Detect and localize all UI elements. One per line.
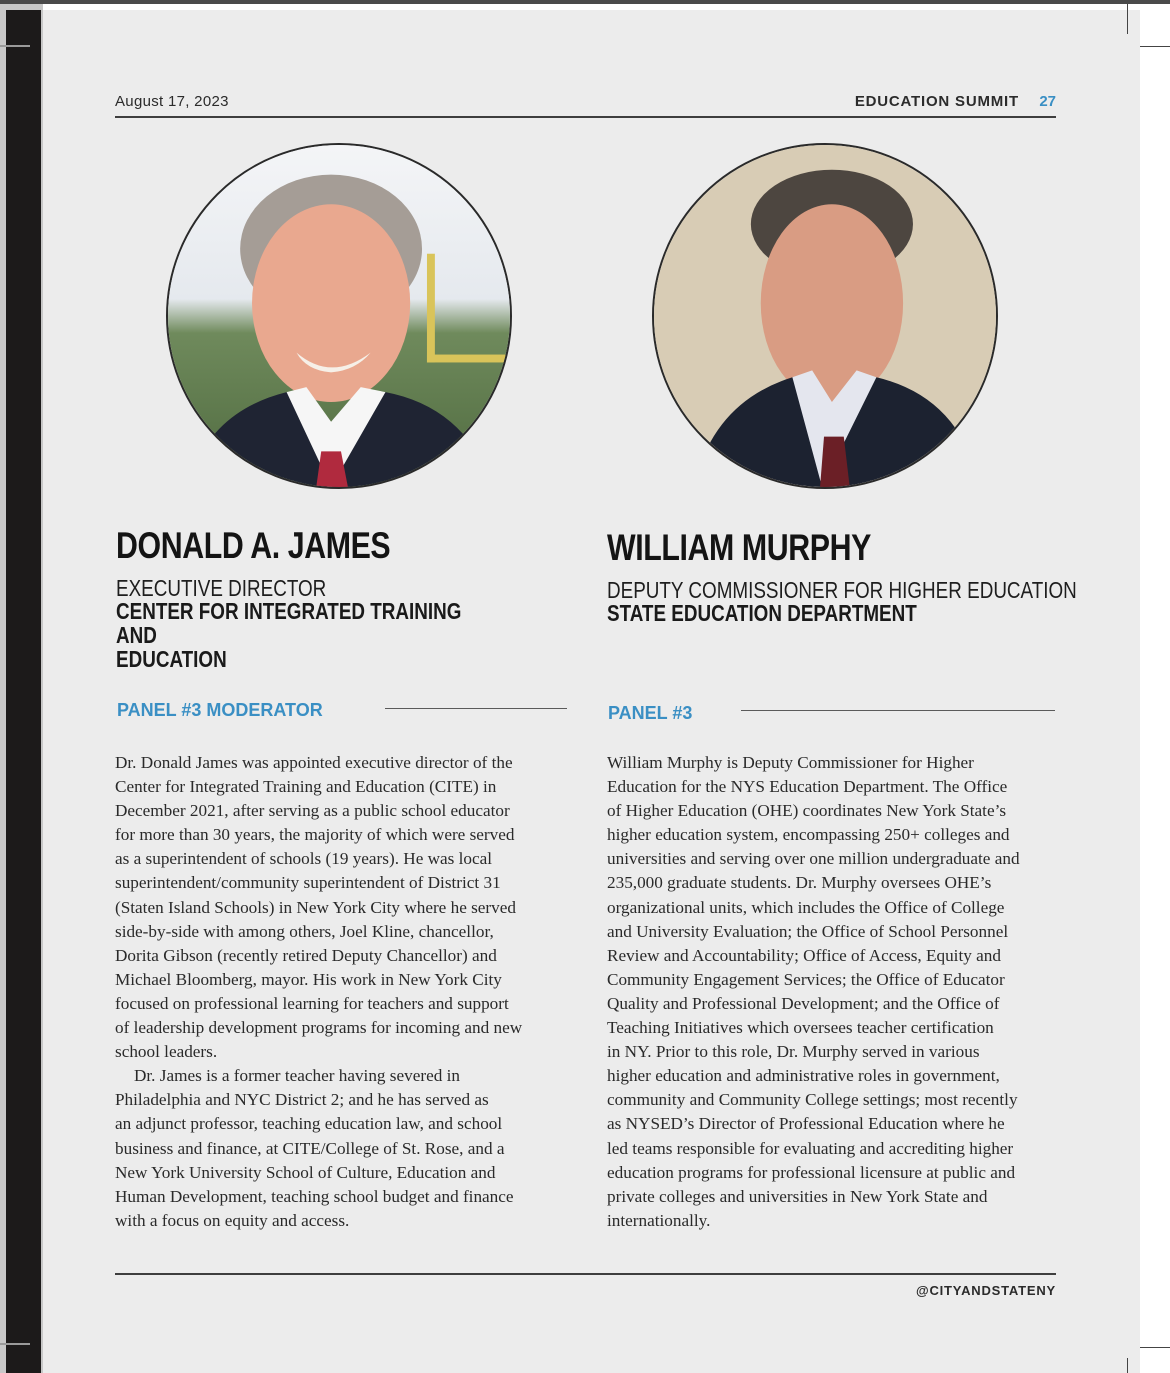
bio-line: as NYSED’s Director of Professional Education where he — [607, 1114, 1005, 1134]
crop-mark — [1140, 46, 1170, 47]
window-top-edge — [0, 0, 1170, 4]
bio-line: Dr. James is a former teacher having severed in — [134, 1066, 460, 1086]
bio-line: an adjunct professor, teaching education law, and school — [115, 1114, 503, 1134]
bio-line: organizational units, which includes the Office of College — [607, 897, 1005, 917]
speaker-bio — [607, 751, 1020, 1233]
bio-line: William Murphy is Deputy Commissioner for Higher — [607, 753, 974, 772]
bio-line: superintendent/community superintendent of District 31 — [115, 873, 501, 893]
bio-line: Dorita Gibson (recently retired Deputy Chancellor) and — [115, 945, 497, 965]
speaker-role: EXECUTIVE DIRECTOR — [116, 575, 327, 601]
portrait-william-murphy — [652, 143, 998, 489]
bio-line: side-by-side with among others, Joel Kline, chancellor, — [115, 921, 494, 941]
bio-line: focused on professional learning for teachers and support — [115, 993, 509, 1013]
speaker-role: DEPUTY COMMISSIONER FOR HIGHER EDUCATION — [607, 577, 1077, 603]
issue-date: August 17, 2023 — [115, 93, 229, 110]
bio-line: Community Engagement Services; the Office of Educator — [607, 969, 1005, 989]
crop-mark — [1127, 4, 1128, 34]
speaker-name: WILLIAM MURPHY — [607, 527, 871, 568]
header-divider — [115, 116, 1056, 118]
bio-line: higher education and administrative roles in government, — [607, 1066, 1000, 1086]
speaker-organization — [607, 601, 992, 625]
portrait-donald-james — [166, 143, 512, 489]
bio-line: higher education system, encompassing 250+ colleges and — [607, 825, 1010, 845]
bio-line: Center for Integrated Training and Education (CITE) in — [115, 777, 497, 797]
panel-divider — [741, 710, 1055, 711]
portrait-photo-icon — [168, 145, 510, 487]
spine-shadow — [6, 10, 41, 1373]
crop-mark — [0, 45, 30, 47]
bio-paragraph — [115, 751, 522, 1064]
social-handle: @CITYANDSTATENY — [915, 1283, 1056, 1298]
bio-line: Education for the NYS Education Department. The Office — [607, 777, 1008, 797]
organization-line: EDUCATION — [116, 646, 227, 672]
bio-line: private colleges and universities in New York State and — [607, 1186, 988, 1206]
bio-paragraph — [115, 1064, 522, 1233]
bio-line: in NY. Prior to this role, Dr. Murphy served in various — [607, 1042, 980, 1062]
crop-mark — [1127, 1358, 1128, 1373]
publication-title: EDUCATION SUMMIT — [854, 93, 1019, 110]
bio-paragraph — [607, 751, 1020, 1233]
page-number: 27 — [1039, 93, 1056, 110]
bio-line: school leaders. — [115, 1042, 218, 1062]
bio-line: Human Development, teaching school budget and finance — [115, 1186, 514, 1206]
bio-line: New York University School of Culture, Education and — [115, 1162, 496, 1182]
bio-line: Dr. Donald James was appointed executive director of the — [115, 753, 513, 772]
bio-line: Michael Bloomberg, mayor. His work in New York City — [115, 969, 502, 989]
bio-line: education programs for professional licensure at public and — [607, 1162, 1016, 1182]
bio-line: of leadership development programs for incoming and new — [115, 1018, 523, 1038]
bio-line: with a focus on equity and access. — [115, 1210, 350, 1230]
bio-line: as a superintendent of schools (19 years). He was local — [115, 849, 493, 869]
bio-line: (Staten Island Schools) in New York City where he served — [115, 897, 516, 917]
bio-line: 235,000 graduate students. Dr. Murphy oversees OHE’s — [607, 873, 992, 893]
bio-line: business and finance, at CITE/College of St. Rose, and a — [115, 1138, 505, 1158]
panel-divider — [385, 708, 567, 709]
bio-line: December 2021, after serving as a public school educator — [115, 801, 510, 821]
bio-line: internationally. — [607, 1210, 711, 1230]
footer-divider — [115, 1273, 1056, 1275]
bio-line: universities and serving over one million undergraduate and — [607, 849, 1020, 869]
bio-line: led teams responsible for evaluating and accrediting higher — [607, 1138, 1014, 1158]
crop-mark — [0, 1343, 30, 1345]
organization-line: STATE EDUCATION DEPARTMENT — [607, 600, 917, 626]
magazine-spine — [0, 4, 43, 1373]
bio-line: Teaching Initiatives which oversees teacher certification — [607, 1018, 994, 1038]
bio-line: and University Evaluation; the Office of School Personnel — [607, 921, 1009, 941]
bio-line: Philadelphia and NYC District 2; and he has served as — [115, 1090, 489, 1110]
speaker-organization — [116, 599, 501, 671]
bio-line: Review and Accountability; Office of Access, Equity and — [607, 945, 1001, 965]
bio-line: Quality and Professional Development; and the Office of — [607, 993, 1000, 1013]
organization-line: CENTER FOR INTEGRATED TRAINING AND — [116, 598, 462, 648]
panel-label: PANEL #3 — [608, 703, 693, 723]
bio-line: community and Community College settings; most recently — [607, 1090, 1018, 1110]
panel-label: PANEL #3 MODERATOR — [117, 700, 323, 720]
portrait-photo-icon — [654, 145, 996, 487]
crop-mark — [1140, 1347, 1170, 1348]
speaker-bio — [115, 751, 522, 1233]
page-outer-margin — [1140, 4, 1170, 1373]
bio-line: for more than 30 years, the majority of which were served — [115, 825, 515, 845]
bio-line: of Higher Education (OHE) coordinates New York State’s — [607, 801, 1007, 821]
speaker-name: DONALD A. JAMES — [116, 525, 391, 566]
